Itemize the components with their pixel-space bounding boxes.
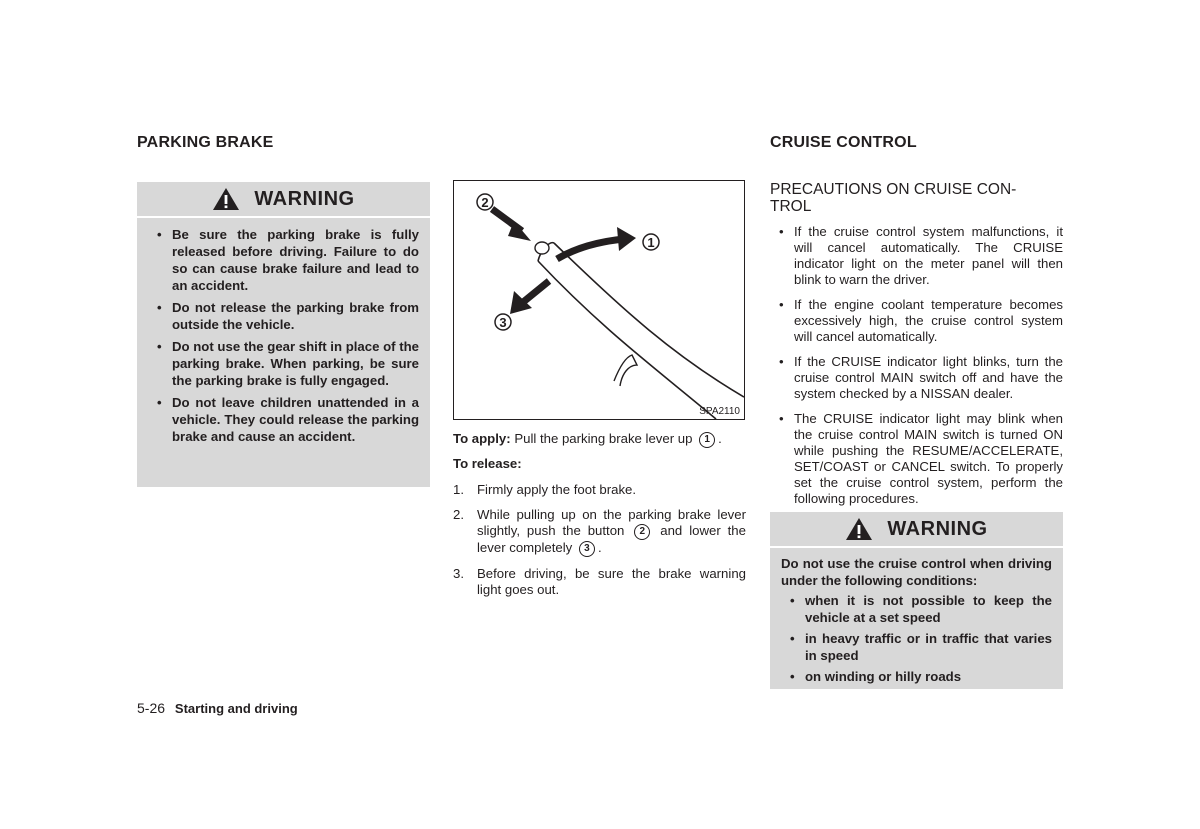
parking-brake-lever-illustration	[454, 181, 744, 419]
parking-brake-warning-box	[137, 182, 430, 487]
figure-code: SPA2110	[699, 406, 740, 417]
step-number: 2.	[453, 507, 464, 522]
to-apply-label: To apply:	[453, 431, 511, 446]
marker-2: 2	[481, 195, 489, 210]
step-text: Before driving, be sure the brake warning light goes out.	[477, 566, 746, 597]
parking-brake-heading: PARKING BRAKE	[137, 134, 274, 151]
step-text: and lower the lever completely	[477, 523, 746, 555]
list-item	[453, 507, 746, 557]
marker-3: 3	[499, 315, 507, 330]
list-item	[453, 566, 746, 598]
parking-brake-figure	[453, 180, 745, 420]
to-apply-end: .	[718, 431, 722, 446]
warning-header	[770, 512, 1063, 548]
section-name: Starting and driving	[174, 701, 298, 716]
cruise-warning-list	[770, 589, 1063, 685]
parking-brake-warning-list	[137, 218, 430, 445]
list-item: • Do not use the gear shift in place of the parking brake. When parking, be sure the parking brake is fully engaged.	[148, 338, 419, 389]
list-item	[453, 482, 746, 498]
precautions-subheading: PRECAUTIONS ON CRUISE CON-TROL	[770, 181, 1017, 215]
list-item: • The CRUISE indicator light may blink when the cruise control MAIN switch is turned ON while pushing the RESUME/ACCELERATE, SET/COAST or CANCEL switch. To properly set the cruise control system, perform the following procedures.	[770, 411, 1063, 507]
ref-circle-1: 1	[699, 432, 715, 448]
cruise-warning-box	[770, 512, 1063, 689]
to-apply-text: Pull the parking brake lever up	[514, 431, 693, 446]
list-item: • Do not leave children unattended in a vehicle. They could release the parking brake and cause an accident.	[148, 394, 419, 445]
to-release-label: To release:	[453, 456, 522, 471]
warning-header	[137, 182, 430, 218]
warning-title: WARNING	[254, 187, 355, 210]
marker-1: 1	[647, 235, 655, 250]
list-item: • when it is not possible to keep the vehicle at a set speed	[781, 592, 1052, 626]
step-text: While pulling up on the parking brake lever slightly, push the button	[477, 507, 746, 538]
list-item: • If the cruise control system malfunctions, it will cancel automatically. The CRUISE indicator light on the meter panel will then blink to warn the driver.	[770, 224, 1063, 288]
list-item: • Do not release the parking brake from outside the vehicle.	[148, 299, 419, 333]
list-item: • If the engine coolant temperature becomes excessively high, the cruise control system will cancel automatically.	[770, 297, 1063, 345]
cruise-control-heading: CRUISE CONTROL	[770, 134, 917, 151]
cruise-precautions-list	[770, 224, 1063, 516]
to-apply-paragraph	[453, 431, 748, 448]
page-footer	[137, 700, 298, 716]
list-item: • on winding or hilly roads	[781, 668, 1052, 685]
warning-title: WARNING	[887, 517, 988, 540]
release-steps-list	[453, 482, 746, 607]
step-text: Firmly apply the foot brake.	[477, 482, 637, 497]
page-number: 5-26	[137, 700, 166, 716]
ref-circle-2: 2	[634, 524, 650, 540]
step-number: 1.	[453, 482, 464, 497]
list-item: • Be sure the parking brake is fully released before driving. Failure to do so can cause brake failure and lead to an accident.	[148, 226, 419, 294]
warning-triangle-icon	[845, 517, 873, 541]
cruise-warning-intro: Do not use the cruise control when driving under the following conditions:	[781, 556, 1052, 588]
step-end: .	[597, 540, 602, 555]
step-number: 3.	[453, 566, 464, 581]
list-item: • in heavy traffic or in traffic that varies in speed	[781, 630, 1052, 664]
list-item: • If the CRUISE indicator light blinks, turn the cruise control MAIN switch off and have the system checked by a NISSAN dealer.	[770, 354, 1063, 402]
warning-triangle-icon	[212, 187, 240, 211]
ref-circle-3: 3	[579, 541, 595, 557]
